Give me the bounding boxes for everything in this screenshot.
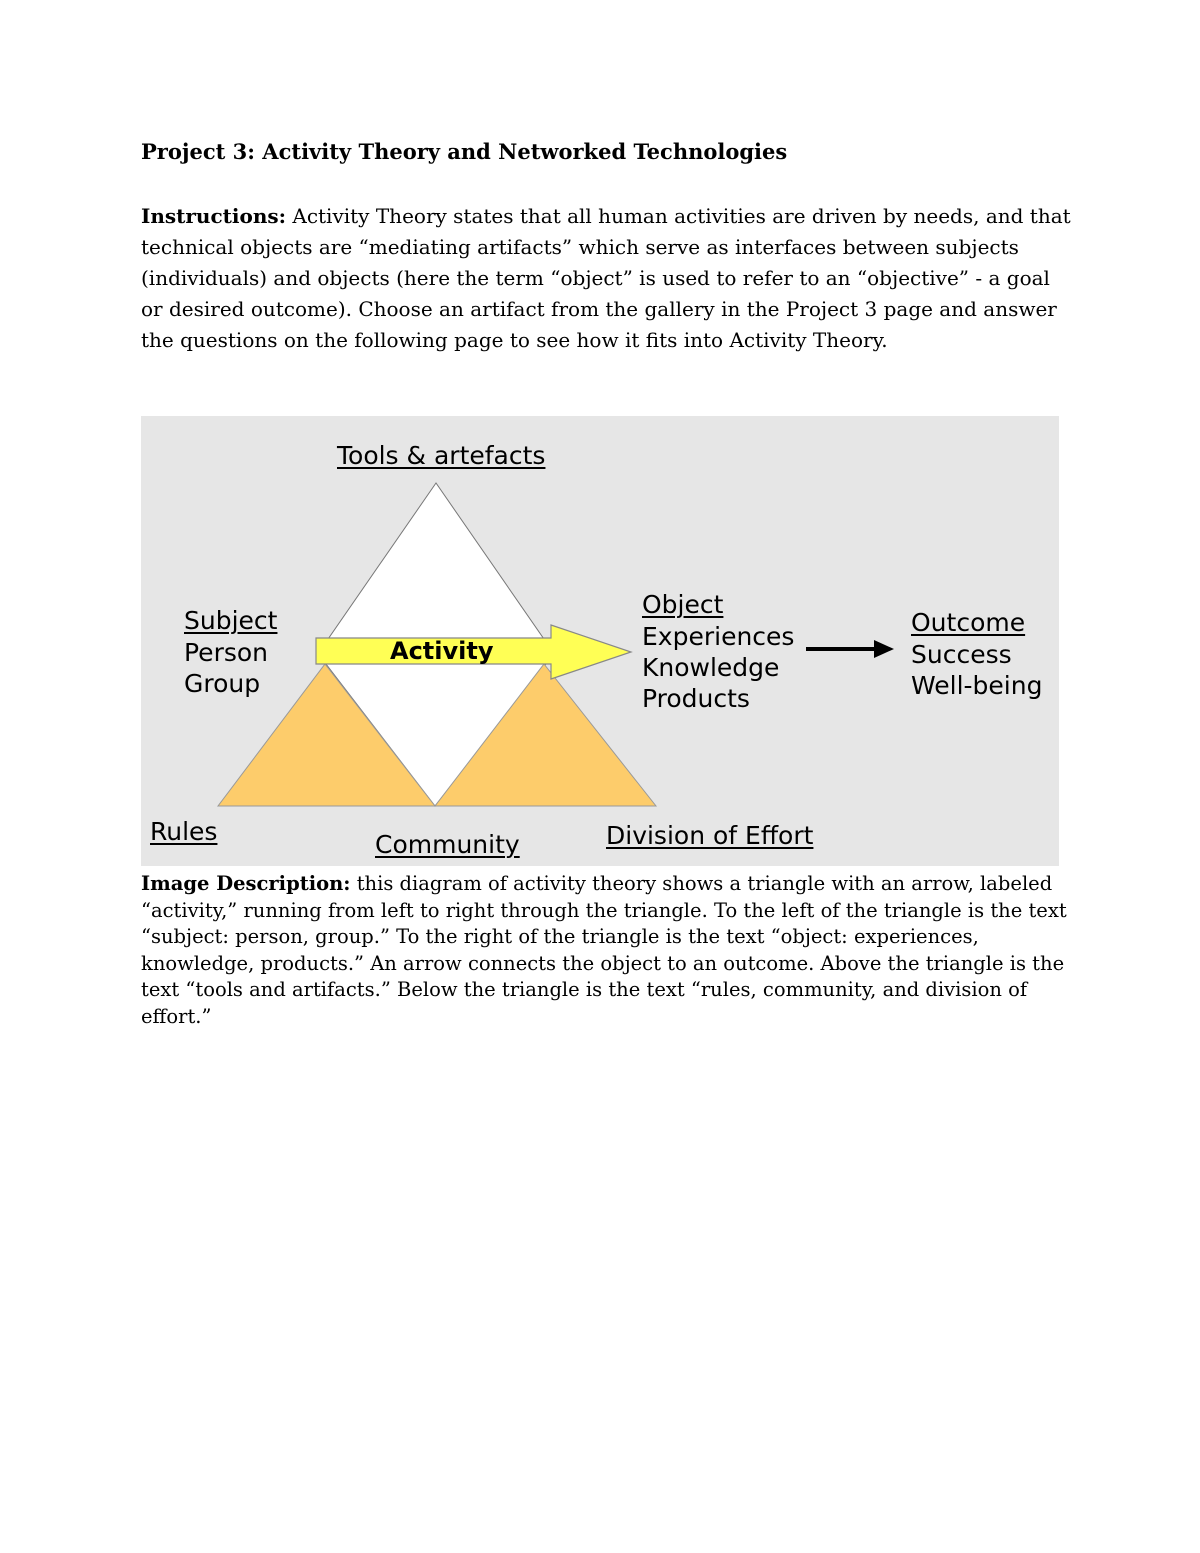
subject-group: Group — [184, 669, 261, 698]
outcome-success: Success — [911, 640, 1012, 669]
object-knowledge: Knowledge — [642, 653, 780, 682]
subject-heading: Subject — [184, 606, 278, 635]
community-label: Community — [375, 830, 520, 859]
outcome-arrow-head — [874, 640, 894, 658]
image-description-paragraph — [141, 871, 1071, 1030]
tools-label: Tools & artefacts — [337, 441, 546, 470]
image-description-text: this diagram of activity theory shows a triangle with an arrow, labeled “activity,” running from left to right through the triangle. To the left of the triangle is the text “subject: person, group.” To the right of the triangle is the text “object: experiences, knowledge, products.” An arrow connects the object to an outcome. Above the triangle is the text “tools and artifacts.” Below the triangle is the text “rules, community, and division of effort.” — [141, 872, 1067, 1028]
upper-triangle — [326, 483, 546, 642]
instructions-text: Activity Theory states that all human activities are driven by needs, and that technical objects are “mediating artifacts” which serve as interfaces between subjects (individuals) and objects (here the term “object” is used to refer to an “objective” - a goal or desired outcome). Choose an artifact from the gallery in the Project 3 page and answer the questions on the following page to see how it fits into Activity Theory. — [141, 204, 1071, 352]
object-heading: Object — [642, 590, 724, 619]
instructions-label: Instructions: — [141, 204, 287, 228]
outcome-heading: Outcome — [911, 608, 1026, 637]
outcome-wellbeing: Well-being — [911, 671, 1043, 700]
activity-theory-diagram — [141, 416, 1059, 866]
page-title: Project 3: Activity Theory and Networked Technologies — [141, 139, 788, 164]
rules-label: Rules — [150, 817, 218, 846]
instructions-paragraph — [141, 201, 1071, 356]
activity-label: Activity — [390, 637, 494, 665]
division-label: Division of Effort — [606, 821, 814, 850]
object-products: Products — [642, 684, 750, 713]
object-experiences: Experiences — [642, 622, 795, 651]
image-description-label: Image Description: — [141, 872, 351, 895]
subject-person: Person — [184, 638, 269, 667]
